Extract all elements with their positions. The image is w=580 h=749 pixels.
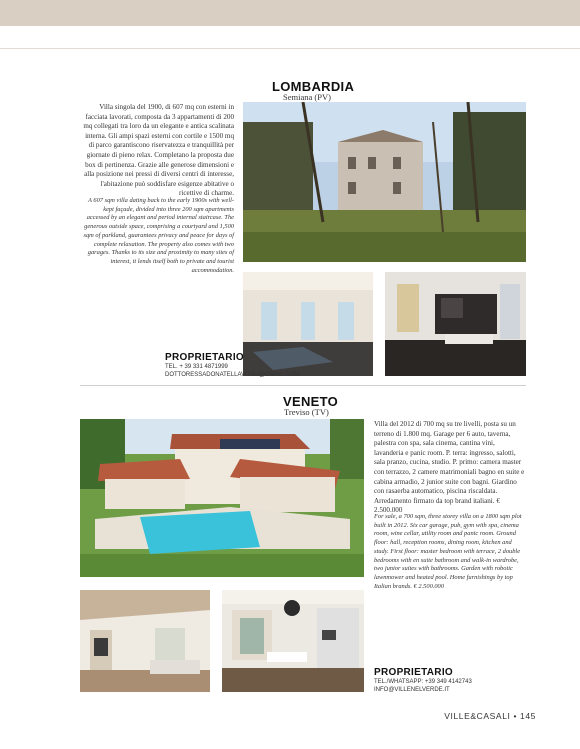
page-number: 145 bbox=[520, 711, 536, 721]
lombardia-owner-heading: PROPRIETARIO bbox=[165, 352, 244, 363]
lombardia-owner-email[interactable]: DOTTORESSADONATELLAVITALI@GMAIL.COM bbox=[165, 372, 300, 378]
veneto-owner-heading: PROPRIETARIO bbox=[374, 667, 453, 678]
magazine-name: VILLE&CASALI bbox=[444, 711, 511, 721]
veneto-region-title: VENETO bbox=[283, 394, 339, 409]
lombardia-text-italian: Villa singola del 1900, di 607 mq con esterni in facciata lavorati, composta da 3 appartamenti di 200 mq collegati tra loro da un elegante e antica scalinata interna. Gli ampi spazi esterni con cortile e 1500 mq di parco garantiscono riservatezza e tranquillità per giornate di pieno relax. Completano la proposta due box di pertinenza. Grazie alle generose dimensioni e alla posizione nei pressi di diversi centri di interesse, l'abitazione può soddisfare esigenze abitative o ricettive di charme. bbox=[83, 103, 234, 198]
lombardia-place: Semiana (PV) bbox=[283, 92, 331, 102]
page-footer bbox=[444, 711, 536, 721]
footer-separator: • bbox=[513, 711, 521, 721]
veneto-interior-kitchen-photo bbox=[222, 590, 364, 692]
section-divider bbox=[80, 385, 526, 386]
veneto-villa-photo bbox=[80, 419, 364, 577]
lombardia-text-english: A 607 sqm villa dating back to the early 1900s with well-kept façade, divided into three 200 sqm apartments accessed by an elegant and period internal staircase. The generous outside space, comprising a courtyard and 1,500 sqm of parkland, guarantees privacy and peace for days of complete relaxation. The property also comes with two garages. Thanks to its size and proximity to many sites of interest, it lends itself both to private and tourist accommodation. bbox=[83, 197, 234, 274]
lombardia-owner-phone[interactable]: TEL. + 39 331 4871999 bbox=[165, 364, 228, 370]
veneto-owner-phone[interactable]: TEL./WHATSAPP: +39 349 4142743 bbox=[374, 679, 472, 685]
top-color-band bbox=[0, 0, 580, 26]
veneto-owner-email[interactable]: INFO@VILLENELVERDE.IT bbox=[374, 687, 450, 693]
lombardia-interior-kitchen-photo bbox=[385, 272, 526, 376]
veneto-text-english: For sale, a 700 sqm, three storey villa on a 1800 sqm plot built in 2012. Six car garage, pub, gym with spa, cinema room, wine cellar, utility room and panic room. Ground floor: hall, reception rooms, dining room, kitchen and study. First floor: master bedroom with terrace, 2 double bedrooms with en suite bathroom and walk-in wardrobe, two junior suites with bathrooms. Garden with robotic lawnmower and heated pool. Home furnishings by top Italian brands. € 2.500.000 bbox=[374, 513, 522, 590]
lombardia-region-title: LOMBARDIA bbox=[272, 79, 355, 94]
lombardia-interior-hall-photo bbox=[243, 272, 373, 376]
veneto-text-italian: Villa del 2012 di 700 mq su tre livelli, posta su un terreno di 1.800 mq. Garage per 6 auto, taverna, palestra con spa, sala cinema, cantina vini, lavanderia e panic room. P. terra: ingresso, salotti, sala pranzo, cucina, studio. P. primo: camera master con terrazzo, 2 camere matrimoniali bagno en suite e cabina armadio, 2 junior suite con bagni. Giardino con rasaerba automatico, piscina riscaldata. Arredamento firmato da top brand italiani. € 2.500.000 bbox=[374, 420, 525, 515]
header-rule bbox=[0, 48, 580, 49]
lombardia-villa-photo bbox=[243, 102, 526, 262]
veneto-place: Treviso (TV) bbox=[284, 407, 329, 417]
veneto-interior-living-photo bbox=[80, 590, 210, 692]
